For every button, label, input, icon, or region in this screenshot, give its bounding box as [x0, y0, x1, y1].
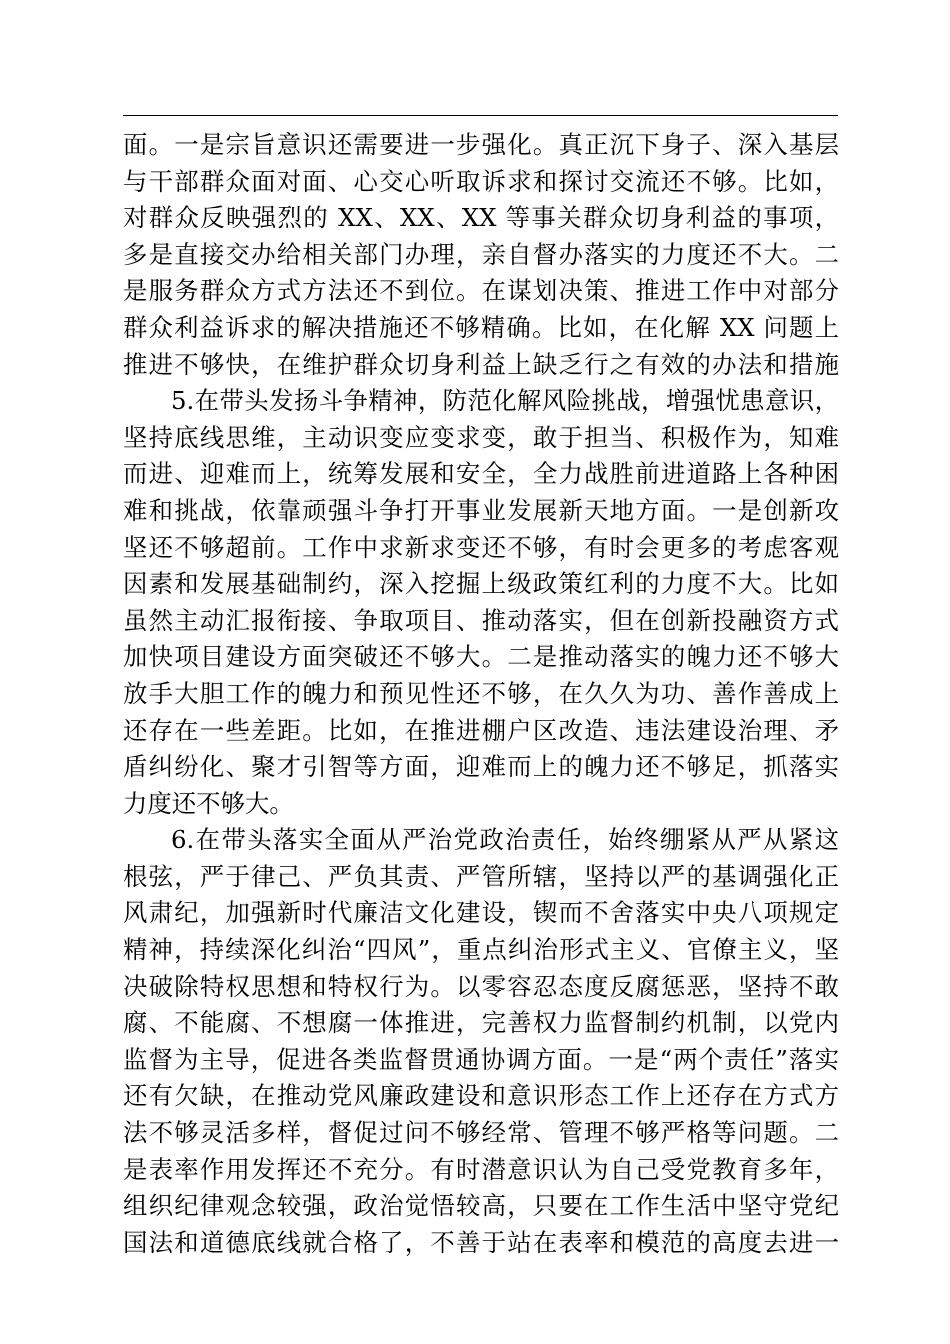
text-line: 对群众反映强烈的 XX、XX、XX 等事关群众切身利益的事项，: [123, 203, 839, 233]
document-body: [123, 127, 839, 1261]
paragraph-5-last-line: 力度还不够大。: [123, 788, 294, 818]
text-line: 盾纠纷化、聚才引智等方面，迎难而上的魄力还不够足，抓落实: [123, 752, 839, 782]
text-line: 面。一是宗旨意识还需要进一步强化。真正沉下身子、深入基层: [123, 130, 839, 159]
text-line: 还有欠缺，在推动党风廉政建设和意识形态工作上还存在方式方: [123, 1081, 839, 1111]
text-line: 决破除特权思想和特权行为。以零容忍态度反腐惩恶，坚持不敢: [123, 971, 839, 1001]
text-line: 腐、不能腐、不想腐一体推进，完善权力监督制约机制，以党内: [123, 1008, 839, 1038]
text-line: 因素和发展基础制约，深入挖掘上级政策红利的力度不大。比如: [123, 569, 839, 599]
text-line: 放手大胆工作的魄力和预见性还不够，在久久为功、善作善成上: [123, 678, 839, 708]
text-line: 加快项目建设方面突破还不够大。二是推动落实的魄力还不够大: [123, 642, 839, 672]
text-line: 坚持底线思维，主动识变应变求变，敢于担当、积极作为，知难: [123, 422, 839, 452]
text-line: 坚还不够超前。工作中求新求变还不够，有时会更多的考虑客观: [123, 532, 839, 562]
text-line: 多是直接交办给相关部门办理，亲自督办落实的力度还不大。二: [123, 239, 839, 269]
text-line: 难和挑战，依靠顽强斗争打开事业发展新天地方面。一是创新攻: [123, 495, 839, 525]
text-line: 精神，持续深化纠治“四风”，重点纠治形式主义、官僚主义，坚: [123, 935, 839, 965]
text-line: 推进不够快，在维护群众切身利益上缺乏行之有效的办法和措施: [123, 349, 839, 379]
text-line: 虽然主动汇报衔接、争取项目、推动落实，但在创新投融资方式: [123, 605, 839, 635]
text-line: 是表率作用发挥还不充分。有时潜意识认为自己受党教育多年，: [123, 1154, 839, 1184]
text-line: 而进、迎难而上，统筹发展和安全，全力战胜前进道路上各种困: [123, 459, 839, 489]
text-line: 国法和道德底线就合格了，不善于站在表率和模范的高度去进一: [123, 1227, 839, 1257]
text-line: 根弦，严于律己、严负其责、严管所辖，坚持以严的基调强化正: [123, 861, 839, 891]
text-line: 监督为主导，促进各类监督贯通协调方面。一是“两个责任”落实: [123, 1044, 839, 1074]
header-rule: [123, 115, 838, 116]
text-line: 风肃纪，加强新时代廉洁文化建设，锲而不舍落实中央八项规定: [123, 898, 839, 928]
text-line: 法不够灵活多样，督促过问不够经常、管理不够严格等问题。二: [123, 1118, 839, 1148]
text-line: 还存在一些差距。比如，在推进棚户区改造、违法建设治理、矛: [123, 715, 839, 745]
text-line: 是服务群众方式方法还不到位。在谋划决策、推进工作中对部分: [123, 276, 839, 306]
paragraph-5-first-line: 5.在带头发扬斗争精神，防范化解风险挑战，增强忧患意识，: [171, 386, 839, 416]
paragraph-6-first-line: 6.在带头落实全面从严治党政治责任，始终绷紧从严从紧这: [171, 825, 839, 855]
text-line: 群众利益诉求的解决措施还不够精确。比如，在化解 XX 问题上: [123, 312, 839, 342]
text-line: 组织纪律观念较强，政治觉悟较高，只要在工作生活中坚守党纪: [123, 1191, 839, 1221]
text-line: 与干部群众面对面、心交心听取诉求和探讨交流还不够。比如，: [123, 166, 839, 196]
